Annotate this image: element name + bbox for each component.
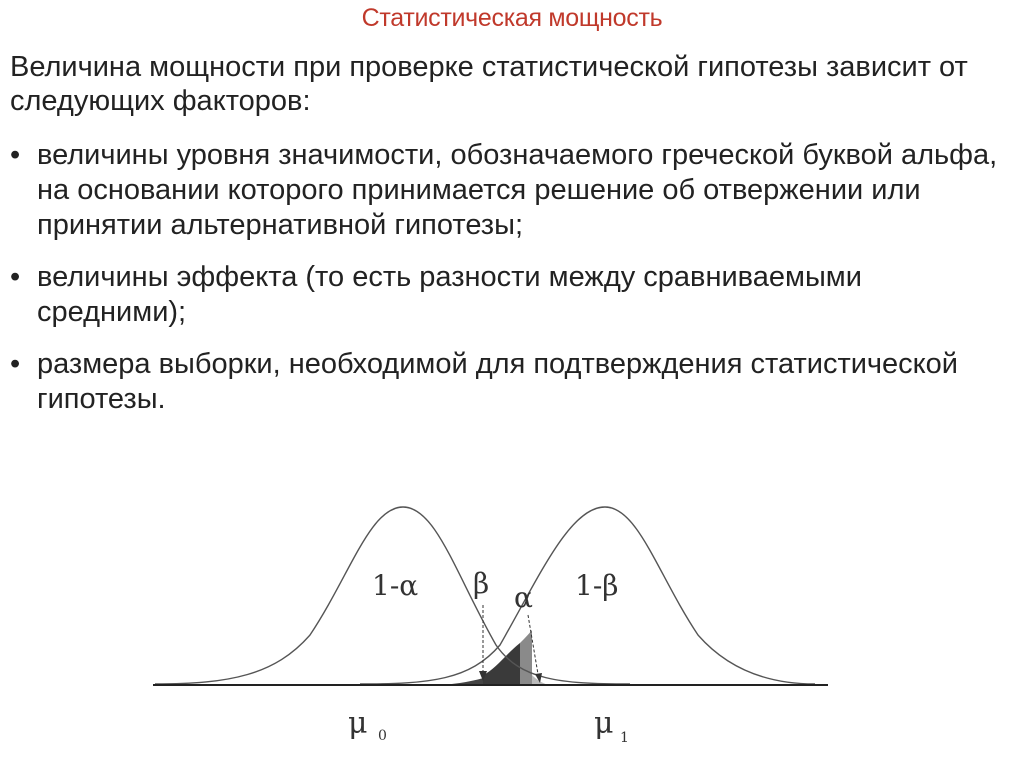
one-minus-alpha-label: 1-α: [372, 569, 419, 602]
bullet-marker: •: [10, 261, 21, 293]
mu-one-subscript: 1: [620, 730, 629, 746]
list-item-text: величины уровня значимости, обозначаемого греческой буквой альфа, на основании которого принимается решение об отвержении или принятии альтернативной гипотезы;: [37, 139, 998, 241]
list-item: [10, 138, 1015, 243]
power-diagram: [150, 495, 830, 757]
one-minus-beta-label: 1-β: [575, 569, 619, 602]
intro-paragraph: Величина мощности при проверке статистической гипотезы зависит от следующих факторов:: [10, 51, 968, 117]
beta-label: β: [473, 567, 490, 600]
alpha-region: [520, 630, 532, 685]
list-item: [10, 347, 1015, 417]
bullet-marker: •: [10, 348, 21, 380]
mu-one-label: μ: [594, 706, 614, 741]
mu-zero-label: μ: [348, 706, 368, 741]
list-item-text: величины эффекта (то есть разности между сравниваемыми средними);: [37, 261, 862, 328]
bullet-marker: •: [10, 139, 21, 171]
alpha-label: α: [514, 581, 533, 614]
list-item: [10, 260, 1015, 330]
mu-zero-subscript: 0: [378, 728, 387, 744]
list-item-text: размера выборки, необходимой для подтверждения статистической гипотезы.: [37, 348, 959, 415]
slide-title: Статистическая мощность: [361, 4, 663, 32]
factor-list: [10, 138, 1015, 434]
